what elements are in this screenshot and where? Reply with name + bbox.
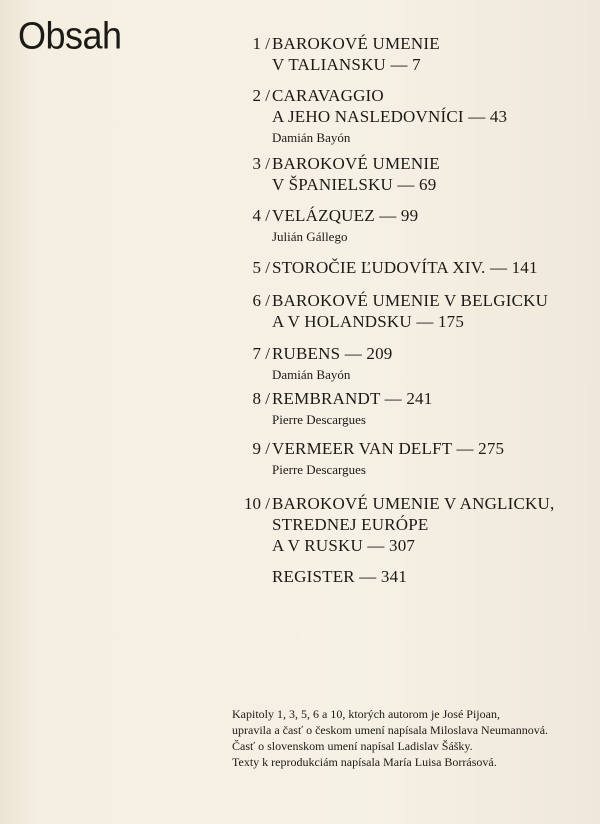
credits-line: upravila a časť o českom umení napísala Miloslava Neumannová.	[232, 723, 549, 737]
toc-title-line: A JEHO NASLEDOVNÍCI — 43	[272, 107, 508, 126]
toc-title-line: VELÁZQUEZ — 99	[272, 206, 419, 225]
toc-chapter-number: 5 /	[252, 258, 270, 277]
toc-entry-body	[272, 290, 592, 332]
toc-author: Damián Bayón	[272, 130, 351, 145]
toc-entry-body	[272, 153, 592, 195]
toc-entry-body	[272, 257, 592, 278]
toc-entry-body	[272, 85, 592, 146]
toc-chapter-number: 10 /	[244, 494, 270, 513]
credits-line: Texty k reprodukciám napísala María Luisa Borrásová.	[232, 755, 497, 769]
toc-entry-body	[272, 388, 592, 428]
toc-entry-body	[272, 205, 592, 245]
toc-author: Julián Gállego	[272, 229, 348, 244]
toc-chapter-number: 1 /	[252, 34, 270, 53]
toc-title-line: RUBENS — 209	[272, 344, 393, 363]
toc-title-line: CARAVAGGIO	[272, 86, 384, 105]
toc-title-line: REGISTER — 341	[272, 567, 408, 586]
toc-title-line: V ŠPANIELSKU — 69	[272, 175, 437, 194]
toc-entry-body	[272, 438, 592, 478]
credits-line: Kapitoly 1, 3, 5, 6 a 10, ktorých autorom je José Pijoan,	[232, 707, 500, 721]
toc-chapter-number: 8 /	[252, 389, 270, 408]
credits-line: Časť o slovenskom umení napísal Ladislav Šášky.	[232, 739, 473, 753]
toc-chapter-number: 4 /	[252, 206, 270, 225]
toc-title-line: BAROKOVÉ UMENIE V BELGICKU	[272, 291, 549, 310]
toc-chapter-number: 2 /	[252, 86, 270, 105]
toc-title-line: A V HOLANDSKU — 175	[272, 312, 465, 331]
toc-chapter-number: 9 /	[252, 439, 270, 458]
toc-title-line: VERMEER VAN DELFT — 275	[272, 439, 505, 458]
toc-author: Damián Bayón	[272, 367, 351, 382]
toc-title-line: STREDNEJ EURÓPE	[272, 515, 429, 534]
toc-title-line: BAROKOVÉ UMENIE	[272, 34, 440, 53]
page-title: Obsah	[18, 14, 122, 58]
toc-entry-body	[272, 566, 592, 587]
toc-entry-body	[272, 33, 592, 75]
toc-title-line: V TALIANSKU — 7	[272, 55, 421, 74]
toc-title-line: BAROKOVÉ UMENIE	[272, 154, 440, 173]
toc-title-line: REMBRANDT — 241	[272, 389, 433, 408]
toc-title-line: A V RUSKU — 307	[272, 536, 416, 555]
toc-title-line: STOROČIE ĽUDOVÍTA XIV. — 141	[272, 258, 538, 277]
toc-chapter-number: 7 /	[252, 344, 270, 363]
credits-note	[232, 706, 592, 770]
toc-entry-body	[272, 343, 592, 383]
toc-chapter-number: 3 /	[252, 154, 270, 173]
toc-title-line: BAROKOVÉ UMENIE V ANGLICKU,	[272, 494, 555, 513]
toc-chapter-number: 6 /	[252, 291, 270, 310]
toc-entry-body	[272, 493, 592, 556]
toc-author: Pierre Descargues	[272, 412, 366, 427]
toc-author: Pierre Descargues	[272, 462, 366, 477]
